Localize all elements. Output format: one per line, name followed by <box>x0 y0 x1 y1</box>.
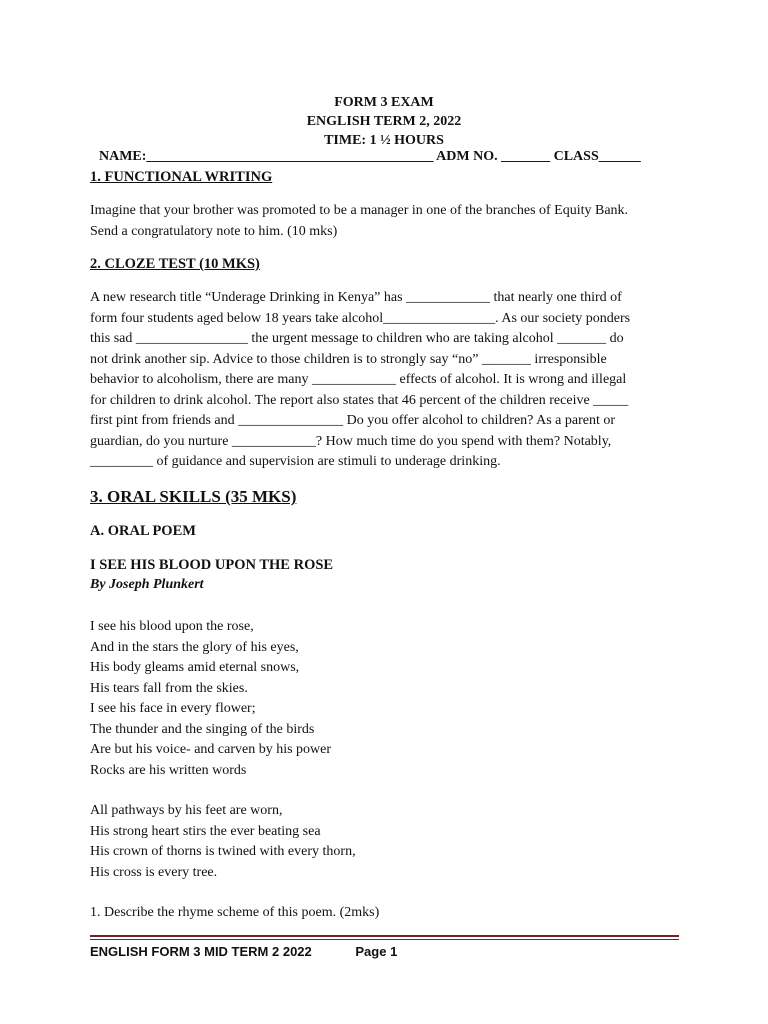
text-line: Send a congratulatory note to him. (10 mks) <box>90 223 338 239</box>
functional-writing-instructions <box>90 201 680 242</box>
poem-line: His crown of thorns is twined with every thorn, <box>90 844 356 859</box>
text-line: for children to drink alcohol. The report also states that 46 percent of the children receive _____ <box>90 392 629 408</box>
text-line: not drink another sip. Advice to those children is to strongly say “no” _______ irresponsible <box>90 351 607 367</box>
poem-line: I see his blood upon the rose, <box>90 619 254 634</box>
text-line: this sad ________________ the urgent message to children who are taking alcohol _______ do <box>90 331 624 346</box>
poem-line: His strong heart stirs the ever beating sea <box>90 823 321 839</box>
poem-line: His cross is every tree. <box>90 864 218 880</box>
section-heading-functional-writing: 1. FUNCTIONAL WRITING <box>90 169 273 185</box>
footer-rule-bottom <box>90 939 679 940</box>
poem-stanza-2 <box>90 801 356 883</box>
poem-line: His body gleams amid eternal snows, <box>90 660 300 675</box>
poem-line: And in the stars the glory of his eyes, <box>90 639 299 655</box>
poem-line: All pathways by his feet are worn, <box>90 803 283 818</box>
poem-line: His tears fall from the skies. <box>90 680 248 696</box>
poem-line: I see his face in every flower; <box>90 701 256 716</box>
exam-subtitle: ENGLISH TERM 2, 2022 <box>306 114 462 129</box>
text-line: Imagine that your brother was promoted to be a manager in one of the branches of Equity Bank. <box>90 203 629 218</box>
poem-title: I SEE HIS BLOOD UPON THE ROSE <box>90 557 334 573</box>
poem-author: By Joseph Plunkert <box>90 577 204 592</box>
page-footer <box>90 944 397 959</box>
section-heading-oral-skills: 3. ORAL SKILLS (35 MKS) <box>90 487 297 506</box>
footer-rule-top <box>90 935 679 937</box>
text-line: _________ of guidance and supervision are stimuli to underage drinking. <box>90 454 501 469</box>
question-1 <box>90 903 379 924</box>
section-heading-cloze-test: 2. CLOZE TEST (10 MKS) <box>90 256 260 272</box>
text-line: behavior to alcoholism, there are many ____________ effects of alcohol. It is wrong and illegal <box>90 372 627 387</box>
poem-line: The thunder and the singing of the birds <box>90 721 315 737</box>
cloze-passage <box>90 288 680 473</box>
exam-time: TIME: 1 ½ HOURS <box>324 133 444 148</box>
text-line: A new research title “Underage Drinking in Kenya” has ____________ that nearly one third of <box>90 290 622 305</box>
footer-exam-label: ENGLISH FORM 3 MID TERM 2 2022 <box>90 944 312 959</box>
student-details-line: NAME:_________________________________________ ADM NO. _______ CLASS______ <box>99 149 641 164</box>
footer-page-number: Page 1 <box>355 944 398 959</box>
text-line: form four students aged below 18 years take alcohol________________. As our society ponders <box>90 310 631 326</box>
exam-title: FORM 3 EXAM <box>334 95 434 110</box>
question-text: 1. Describe the rhyme scheme of this poem. (2mks) <box>90 905 380 920</box>
poem-line: Are but his voice- and carven by his power <box>90 742 332 757</box>
poem-line: Rocks are his written words <box>90 762 247 778</box>
poem-stanza-1 <box>90 617 331 781</box>
text-line: first pint from friends and _______________ Do you offer alcohol to children? As a parent or <box>90 413 616 428</box>
text-line: guardian, do you nurture ____________? How much time do you spend with them? Notably, <box>90 433 612 449</box>
subheading-oral-poem: A. ORAL POEM <box>90 523 196 539</box>
